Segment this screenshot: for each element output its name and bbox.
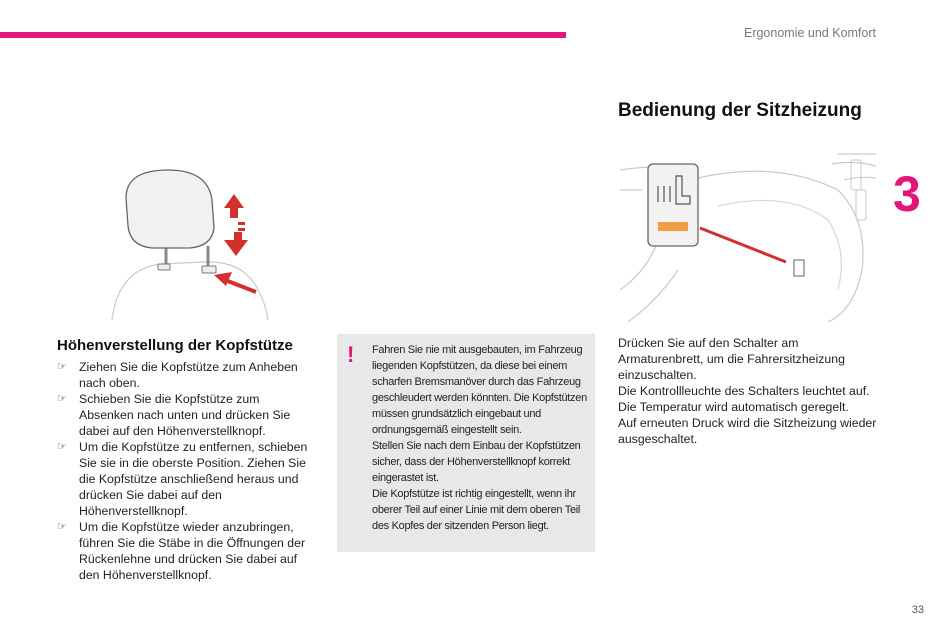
seat-heating-title: Bedienung der Sitzheizung	[618, 100, 862, 121]
seat-heating-illustration	[618, 150, 876, 322]
warning-paragraph: Stellen Sie nach dem Einbau der Kopfstützen sicher, dass der Höhenverstellknopf korrekt eingerastet ist.	[372, 440, 581, 484]
warning-box	[337, 334, 595, 552]
warning-text	[372, 342, 594, 534]
list-item: ☞ Um die Kopfstütze wieder anzubringen, führen Sie die Stäbe in die Öffnungen der Rückenlehne und drücken Sie dabei auf den Höhenverstellknopf.	[57, 520, 306, 582]
page-number: 33	[911, 604, 924, 616]
pointing-hand-icon: ☞	[57, 441, 67, 453]
seat-heating-paragraph: Auf erneuten Druck wird die Sitzheizung wieder ausgeschaltet.	[618, 416, 877, 446]
seat-heating-paragraph: Die Temperatur wird automatisch geregelt.	[618, 400, 849, 414]
seat-heating-text	[618, 335, 883, 447]
pointing-hand-icon: ☞	[57, 361, 67, 373]
warning-paragraph: Fahren Sie nie mit ausgebauten, im Fahrzeug liegenden Kopfstützen, da diese bei einem scharfen Bremsmanöver durch das Fahrzeug geschleudert werden könnten. Die Kopfstützen müssen grundsätzlich eingebaut und ordnungsgemäß eingestellt sein.	[372, 344, 587, 436]
chapter-number: 3	[893, 166, 921, 222]
exclamation-icon: !	[347, 342, 355, 367]
seat-heating-paragraph: Drücken Sie auf den Schalter am Armaturenbrett, um die Fahrersitzheizung einzuschalten.	[618, 336, 845, 382]
pointing-hand-icon: ☞	[57, 393, 67, 405]
seat-heating-paragraph: Die Kontrollleuchte des Schalters leuchtet auf.	[618, 384, 870, 398]
warning-paragraph: Die Kopfstütze ist richtig eingestellt, wenn ihr oberer Teil auf einer Linie mit dem oberen Teil des Kopfes der sitzenden Person liegt.	[372, 488, 581, 532]
accent-bar	[0, 32, 566, 38]
list-item: ☞ Um die Kopfstütze zu entfernen, schieben Sie sie in die oberste Position. Ziehen Sie die Kopfstütze anschließend heraus und drücken Sie dabei auf den Höhenverstellknopf.	[57, 440, 308, 518]
list-item: ☞ Schieben Sie die Kopfstütze zum Absenken nach unten und drücken Sie dabei auf den Höhenverstellknopf.	[57, 392, 291, 438]
section-header: Ergonomie und Komfort	[743, 26, 876, 40]
pointing-hand-icon: ☞	[57, 521, 67, 533]
headrest-title: Höhenverstellung der Kopfstütze	[57, 337, 293, 354]
headrest-steps	[57, 359, 312, 583]
headrest-illustration	[108, 160, 278, 322]
list-item: ☞ Ziehen Sie die Kopfstütze zum Anheben nach oben.	[57, 360, 298, 390]
